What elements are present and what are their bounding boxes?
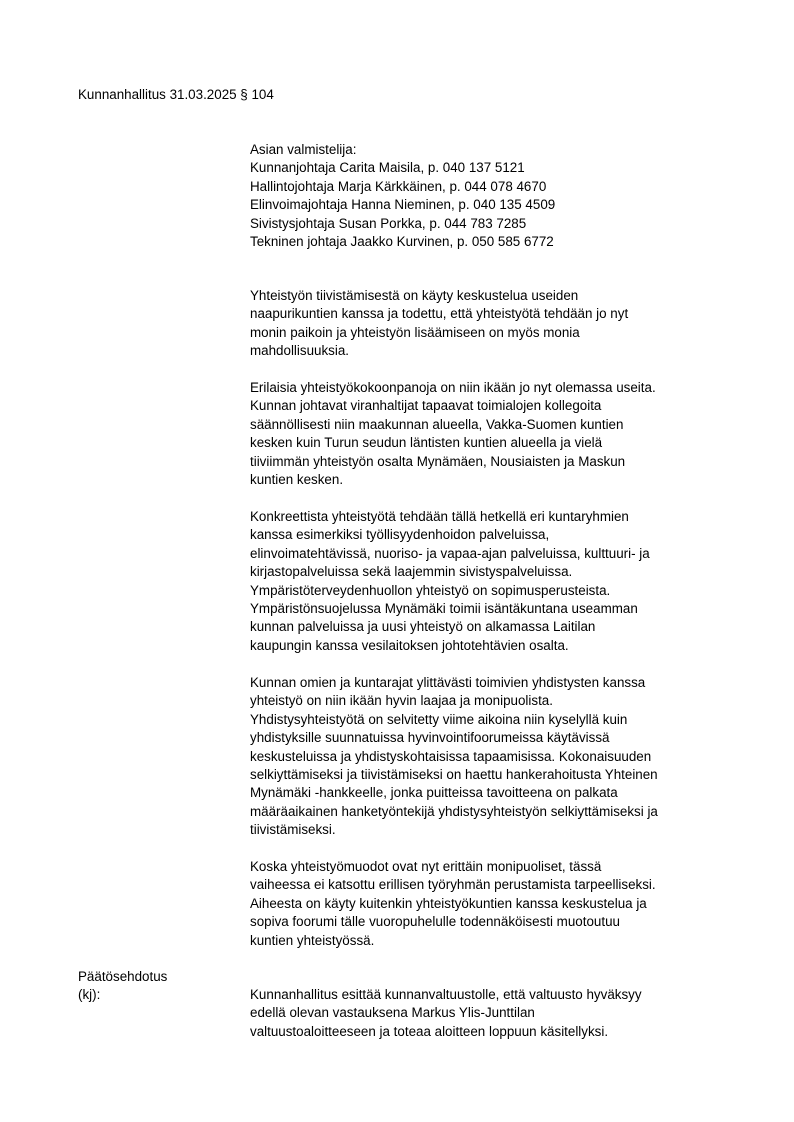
proposal-line: valtuustoaloitteeseen ja toteaa aloitteen loppuun käsitellyksi. xyxy=(250,1023,609,1039)
paragraph-line: Konkreettista yhteistyötä tehdään tällä hetkellä eri kuntaryhmien xyxy=(250,509,629,524)
paragraph-line: vaiheessa ei katsottu erillisen työryhmän perustamista tarpeelliseksi. xyxy=(250,877,656,893)
paragraph-line: yhdistyksille suunnatuissa hyvinvointifoorumeissa käytävissä xyxy=(250,730,610,746)
paragraph-line: kirjastopalveluissa sekä laajemmin sivistyspalveluissa. xyxy=(250,564,573,580)
proposal-label-line: (kj): xyxy=(78,987,101,1003)
paragraph-line: keskusteluissa ja yhdistyskohtaisissa tapaamisissa. Kokonaisuuden xyxy=(250,748,652,764)
proposal-line: edellä olevan vastauksena Markus Ylis-Junttilan xyxy=(250,1005,535,1021)
preparer-section xyxy=(250,141,555,251)
paragraph-3 xyxy=(250,508,750,655)
preparer-heading: Asian valmistelija: xyxy=(250,142,357,157)
preparer-line: Elinvoimajohtaja Hanna Nieminen, p. 040 135 4509 xyxy=(250,197,556,213)
paragraph-line: kaupungin kanssa vesilaitoksen johtotehtävien osalta. xyxy=(250,637,569,653)
paragraph-line: mahdollisuuksia. xyxy=(250,343,349,359)
preparer-line: Tekninen johtaja Jaakko Kurvinen, p. 050 585 6772 xyxy=(250,234,554,250)
paragraph-line: sopiva foorumi tälle vuoropuhelulle todennäköisesti muotoutuu xyxy=(250,914,620,930)
preparer-line: Hallintojohtaja Marja Kärkkäinen, p. 044 078 4670 xyxy=(250,178,547,194)
proposal-label xyxy=(78,968,167,1005)
paragraph-line: kunnan palveluissa ja uusi yhteistyö on alkamassa Laitilan xyxy=(250,619,596,635)
paragraph-line: selkiyttämiseksi ja tiivistämiseksi on haettu hankerahoitusta Yhteinen xyxy=(250,767,658,783)
proposal-line: Kunnanhallitus esittää kunnanvaltuustolle, että valtuusto hyväksyy xyxy=(250,987,642,1002)
paragraph-line: Koska yhteistyömuodot ovat nyt erittäin monipuoliset, tässä xyxy=(250,859,602,874)
paragraph-line: kanssa esimerkiksi työllisyydenhoidon palveluissa, xyxy=(250,527,550,543)
paragraph-5 xyxy=(250,858,750,950)
paragraph-line: Ympäristönsuojelussa Mynämäki toimii isäntäkuntana useamman xyxy=(250,601,638,617)
paragraph-line: monin paikoin ja yhteistyön lisäämiseen on myös monia xyxy=(250,324,580,340)
paragraph-1 xyxy=(250,287,750,361)
paragraph-line: elinvoimatehtävissä, nuoriso- ja vapaa-ajan palveluissa, kulttuuri- ja xyxy=(250,545,650,561)
paragraph-line: Kunnan johtavat viranhaltijat tapaavat toimialojen kollegoita xyxy=(250,398,602,414)
meeting-reference: Kunnanhallitus 31.03.2025 § 104 xyxy=(78,87,274,102)
paragraph-line: kesken kuin Turun seudun läntisten kuntien alueella ja vielä xyxy=(250,435,603,451)
paragraph-line: Yhdistysyhteistyötä on selvitetty viime aikoina niin kyselyllä kuin xyxy=(250,711,628,727)
paragraph-line: Kunnan omien ja kuntarajat ylittävästi toimivien yhdistysten kanssa xyxy=(250,675,646,690)
paragraph-line: kuntien yhteistyössä. xyxy=(250,932,375,948)
paragraph-4 xyxy=(250,674,750,840)
paragraph-line: Aiheesta on käyty kuitenkin yhteistyökuntien kanssa keskustelua ja xyxy=(250,895,647,911)
proposal-label-line: Päätösehdotus xyxy=(78,969,168,984)
preparer-line: Kunnanjohtaja Carita Maisila, p. 040 137 5121 xyxy=(250,160,525,176)
paragraph-line: säännöllisesti niin maakunnan alueella, Vakka-Suomen kuntien xyxy=(250,416,624,432)
paragraph-line: Erilaisia yhteistyökokoonpanoja on niin ikään jo nyt olemassa useita. xyxy=(250,380,656,395)
paragraph-line: Mynämäki -hankkeelle, jonka puitteissa tavoitteena on palkata xyxy=(250,785,618,801)
proposal-text xyxy=(250,986,750,1041)
preparer-line: Sivistysjohtaja Susan Porkka, p. 044 783 7285 xyxy=(250,215,527,231)
paragraph-line: tiivistämiseksi. xyxy=(250,822,336,838)
paragraph-line: määräaikainen hanketyöntekijä yhdistysyhteistyön selkiyttämiseksi ja xyxy=(250,803,658,819)
paragraph-line: naapurikuntien kanssa ja todettu, että yhteistyötä tehdään jo nyt xyxy=(250,306,629,322)
paragraph-2 xyxy=(250,379,750,489)
paragraph-line: Yhteistyön tiivistämisestä on käyty keskustelua useiden xyxy=(250,288,579,303)
document-header xyxy=(78,86,274,104)
paragraph-line: yhteistyö on niin ikään hyvin laajaa ja monipuolista. xyxy=(250,693,553,709)
paragraph-line: tiiviimmän yhteistyön osalta Mynämäen, Nousiaisten ja Maskun xyxy=(250,453,626,469)
paragraph-line: Ympäristöterveydenhuollon yhteistyö on sopimusperusteista. xyxy=(250,582,611,598)
paragraph-line: kuntien kesken. xyxy=(250,472,344,488)
